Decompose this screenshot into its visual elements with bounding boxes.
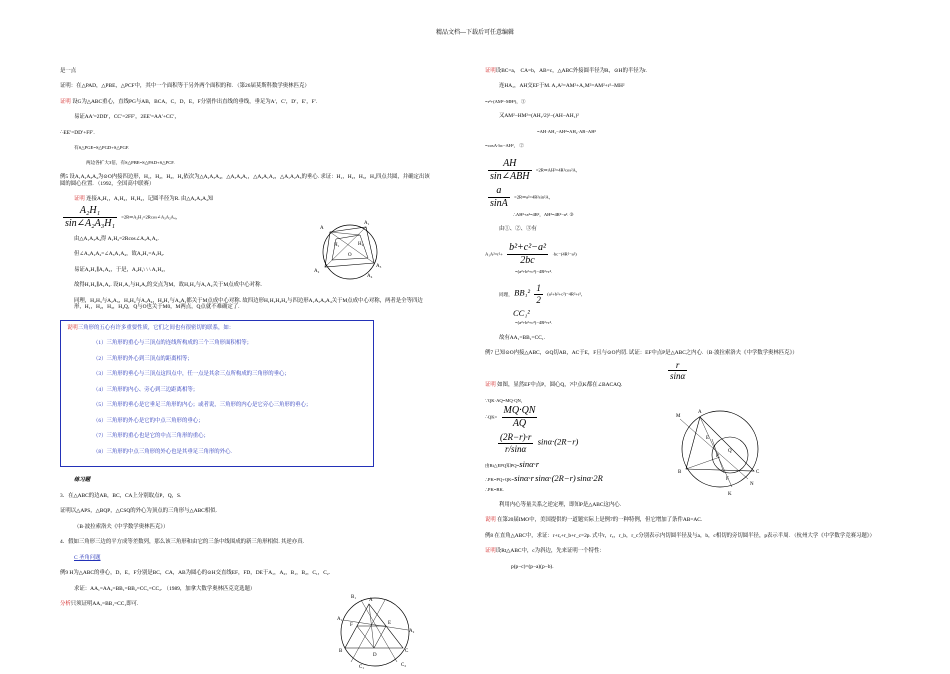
example-7: 例7 已知⊙O内接△ABC，⊙Q切AB，AC于E，F且与⊙O内切. 试证：EF中点P是△ABC之内心.（B·波拉索洛夫《中学数学奥林匹克》） bbox=[485, 350, 798, 357]
fraction bbox=[507, 242, 548, 267]
text-span: (a²+b²+c²)−4R²+r²， bbox=[547, 291, 586, 297]
text-span: =2R⇒a²=4R²sin²A， bbox=[514, 194, 554, 200]
point-label: H₂ bbox=[358, 242, 364, 247]
point-label: O bbox=[348, 253, 352, 258]
figure-orthocenter-circle bbox=[333, 590, 418, 672]
text-span: 连接A₂H₁，A₁H₂，H₁H₂，记圆半径为R. 由△A₂A₃A₄知 bbox=[86, 196, 214, 203]
math-term: sinα·2R bbox=[576, 473, 603, 484]
note-item: （7）三角形的重心也是它的中点三角形的重心； bbox=[93, 433, 209, 440]
note-item: （3）三角形的垂心与三顶点这四点中，任一点是其余三点所构成的三角形的垂心； bbox=[93, 371, 290, 378]
point-label: A bbox=[320, 226, 324, 231]
text-line: 是一点 bbox=[60, 68, 77, 74]
point-label: F bbox=[726, 477, 729, 482]
formula-bb1 bbox=[485, 283, 885, 306]
proof-label: 证明 bbox=[60, 98, 71, 105]
text-line: 故有AA₁=BB₁=CC₁. bbox=[499, 334, 546, 341]
point-label: A₂ bbox=[409, 629, 415, 634]
exercise-heading: 练习题 bbox=[74, 477, 91, 484]
fraction bbox=[498, 432, 533, 455]
text-span: A₁A²=r²+ bbox=[485, 251, 503, 257]
point-label: C bbox=[405, 649, 409, 654]
text-span: 三角形的五心有许多重要性质，它们之间也有很密切的联系，如： bbox=[77, 324, 235, 331]
text-line: =r²+(AM²−MH²)，① bbox=[485, 98, 526, 104]
point-label: B bbox=[339, 649, 343, 654]
fraction-num: 1 bbox=[536, 283, 541, 294]
proof-label: 证明 bbox=[485, 382, 496, 389]
fraction-num: a bbox=[488, 185, 510, 198]
note-item: （1）三角形的重心与三顶点的连线所构成的三个三角形面积相等； bbox=[93, 340, 253, 347]
text-line: 易证AA′=2DD′，CC′=2FF′，2EE′=AA′+CC′， bbox=[74, 114, 180, 121]
example-9: 例9 H为△ABC的垂心，D，E，F分别是BC，CA，AB为圆心的⊙H交直线EF，FD，DE于A₁，A₂，B₁，B₂，C₁，C₂. bbox=[60, 570, 331, 577]
text-line: 4．假如三角形三边的平方成等差数列，那么该三角形和由它的三条中线围成的新三角形相似. 其逆亦真. bbox=[60, 539, 304, 546]
point-label: A bbox=[369, 598, 373, 603]
text-line: 利用内心等量关系之逆定理，即知P是△ABC这内心. bbox=[499, 501, 621, 508]
figure-cyclic-quadrilateral bbox=[312, 215, 387, 285]
math-term: BB₁² bbox=[514, 287, 531, 298]
formula-r-sin bbox=[485, 360, 885, 383]
fraction-den: sin∠A₂A₃H₁ bbox=[65, 217, 115, 229]
figure-svg bbox=[672, 405, 767, 497]
text-line bbox=[485, 548, 885, 554]
math-term: sinα·(2R−r) bbox=[537, 436, 579, 447]
text-span: 如图，显然EF中点P，圆心Q，?中点K都在∠BACAQ. bbox=[497, 382, 623, 389]
circumcircle bbox=[682, 411, 758, 487]
medial-triangle bbox=[357, 626, 386, 648]
point-label: A₁ bbox=[364, 221, 370, 226]
fraction bbox=[668, 360, 687, 383]
fraction-den: sinA bbox=[490, 197, 508, 209]
text-line: ∵QK·AQ=MQ·QN， bbox=[485, 397, 526, 403]
proof-label: 证明 bbox=[485, 548, 496, 555]
point-label: C₂ bbox=[401, 663, 407, 668]
text-line bbox=[60, 196, 430, 202]
text-line: ∴AH²+a²=4R²，AH²=4R²−a². ③ bbox=[513, 211, 574, 217]
fraction bbox=[534, 283, 543, 306]
segment bbox=[330, 232, 360, 235]
text-line bbox=[485, 517, 885, 523]
point-label: H₁ bbox=[334, 243, 340, 248]
text-line bbox=[60, 99, 430, 105]
note-intro bbox=[67, 325, 367, 331]
line-fd bbox=[351, 600, 385, 662]
point-label: E bbox=[388, 621, 392, 626]
point-label: C₁ bbox=[359, 665, 365, 670]
analysis-label: 分析 bbox=[60, 601, 71, 608]
text-span: ∴PK=PQ+QK= bbox=[485, 477, 515, 483]
text-span: 设G为△ABC重心，直线PG与AB，BCA，C，D，E，F分别作出直线的垂线，垂足为A′，C′，D′，E′，F′. bbox=[72, 98, 318, 105]
text-line: 证明：在△PAD，△PBE，△PCF中，其中一个面积等于另外两个面积的和. （第26届莫斯科数学奥林匹克） bbox=[60, 83, 310, 90]
text-span: 由Rt△EPQ知PQ= bbox=[485, 462, 520, 468]
text-line: ∴EE′=DD′+FF′. bbox=[60, 129, 95, 136]
text-line: p(p−c)=(p−a)(p−b). bbox=[511, 563, 554, 570]
note-item: （6）三角形的外心是它的中点三角形的垂心； bbox=[93, 417, 204, 424]
point-label: N bbox=[750, 482, 754, 487]
fraction bbox=[63, 205, 117, 230]
fraction-den: sin∠ABH bbox=[490, 170, 530, 182]
note-box bbox=[60, 320, 374, 467]
fraction-num: MQ·QN bbox=[503, 405, 536, 417]
point-label: P bbox=[716, 454, 719, 459]
example-5: 例5 设A₁A₂A₃A₄为⊙O内接四边形，H₁，H₂，H₃，H₄依次为△A₂A₃A₄，△A₃A₄A₁，△A₄A₁A₂，△A₁A₂A₃的垂心. 求证：H₁，H₂，H₃，H₄四点共圆，并确定出该圆的圆心位置. （1992，全国高中联赛） bbox=[60, 174, 430, 187]
point-label: Q bbox=[728, 449, 732, 454]
text-line: 易证A₂H₁∥A₁A₂，于是，A₂H₁\ \ \ A₁H₂， bbox=[74, 266, 169, 273]
line-de bbox=[361, 600, 397, 662]
right-column bbox=[485, 68, 885, 579]
point-label: B₁ bbox=[351, 595, 357, 600]
text-line: 由①、②、③有 bbox=[499, 226, 537, 233]
point-label: D bbox=[373, 653, 377, 658]
left-column bbox=[60, 68, 430, 617]
triangle-abc bbox=[686, 417, 754, 471]
text-line: 连HA₁，AH交EF于M. A₁A²=AM²+A₁M²=AM²+r²−MH² bbox=[499, 83, 625, 90]
text-line: =AH·AH₁−AH²=AH₂·AB−AH² bbox=[537, 128, 596, 134]
text-line bbox=[485, 68, 885, 74]
fraction bbox=[488, 158, 532, 183]
figure-tangent-circle bbox=[672, 405, 767, 497]
fraction-den: 2 bbox=[536, 295, 541, 306]
fraction-den: AQ bbox=[512, 418, 527, 430]
segment bbox=[686, 457, 720, 469]
fraction-num: A₂H₁ bbox=[63, 205, 117, 218]
text-span: 在第20届IMO中，美国提供的一道题实际上是例7的一种特例，但它增加了条件AB=AC. bbox=[497, 517, 703, 524]
quadrilateral bbox=[325, 227, 374, 267]
text-line: 有S△PGE=S△PGD+S△PGF. bbox=[74, 145, 130, 151]
circumcircle bbox=[323, 225, 377, 279]
text-span: 同理， bbox=[499, 291, 513, 297]
fraction-num: (2R−r)·r bbox=[500, 432, 532, 443]
text-span: =2R⇒AH²=4R²cos²A， bbox=[535, 167, 581, 173]
text-line: 故得H₁H₂∥A₁A₂. 设H₁A₁与H₂A₂的交点为M，故H₁H₂与A₁A₂关于M点成中心对称. bbox=[74, 282, 262, 289]
text-span: 设Rt△ABC中，c为斜边，先来证明一个特性： bbox=[495, 548, 605, 555]
point-label: A bbox=[698, 410, 702, 415]
point-label: K bbox=[728, 492, 732, 497]
text-line: =cosA·bc−AH²， ② bbox=[485, 143, 524, 149]
text-span: ·bc−(4R²−a²) bbox=[552, 251, 577, 257]
point-label: E bbox=[706, 436, 710, 441]
proof-label: 证明 bbox=[485, 68, 496, 74]
text-line: =(a²+b²+c²)−4R²+r². bbox=[515, 320, 553, 326]
fraction-num: b²+c²−a² bbox=[509, 241, 546, 253]
formula-a bbox=[485, 185, 885, 210]
text-line: ∴PK=BK. bbox=[485, 487, 504, 493]
note-item: （4）三角形的内心、旁心到三边距离相等； bbox=[93, 386, 199, 393]
point-label: M bbox=[676, 414, 681, 419]
text-span: 只须证明AA₁=BB₁=CC₁即可. bbox=[70, 601, 139, 608]
point-label: A₃ bbox=[376, 264, 382, 269]
text-line: 同理，H₂H₃与A₂A₃，H₃H₄与A₃A₄，H₄H₁与A₄A₁都关于M点成中心对称. 故四边形H₁H₂H₃H₄与四边形A₁A₂A₃A₄关于M点成中心对称，两者是全等四边形，H₁，H₂，H₃，H₄Q，Q与O也关于M0，M两点，Q点就不难确定了. bbox=[74, 297, 423, 311]
math-term: CC₁² bbox=[513, 308, 530, 319]
fraction bbox=[488, 185, 510, 210]
text-line: 证明以△APS，△BQP，△CSQ的外心为顶点的三角形与△ABC相似. bbox=[60, 508, 217, 515]
formula-ah bbox=[485, 158, 885, 183]
fraction bbox=[502, 405, 538, 430]
fraction-den: sinα bbox=[670, 371, 686, 382]
figure-svg bbox=[333, 590, 418, 672]
point-label: A₄ bbox=[367, 274, 373, 279]
figure-svg bbox=[312, 215, 387, 285]
math-term: sinα·r bbox=[519, 458, 540, 469]
page-header: 精品文档---下载后可任意编辑 bbox=[436, 30, 514, 36]
section-link[interactable]: C 圣角问题 bbox=[74, 554, 101, 561]
math-term: sinα·r bbox=[514, 473, 534, 484]
text-line: 两边各扩大3倍，有S△PBE=S△PAD+S△PCF. bbox=[86, 159, 175, 165]
text-span: 设BC=a， CA=b，AB=c，△ABC外接圆半径为R，⊙H的半径为r. bbox=[495, 68, 647, 74]
text-line: 但∠A₃A₂A₄=∠A₃A₁A₄，故A₂H₁=A₁H₂. bbox=[74, 251, 165, 258]
math-term: sinα·(2R−r) bbox=[535, 473, 576, 484]
formula-law-cos bbox=[485, 242, 885, 267]
text-line bbox=[485, 382, 885, 388]
text-line: 3．在△ABC的边AB，BC，CA上分别取点P，Q，S. bbox=[60, 492, 182, 499]
example-8: 例8 在直角△ABC中，求证：r+rₐ+r_b+r_c=2p. 式中r，rₐ，r_b，r_c分别表示内切圆半径及与a，b，c相切的旁切圆半径，p表示半周. （杭州大学《中学数学竞赛习题》） bbox=[485, 532, 875, 539]
point-label: A₂ bbox=[314, 269, 320, 274]
point-label: B bbox=[678, 470, 682, 475]
note-label: 说明 bbox=[485, 517, 496, 524]
text-line: =(a²+b²+c²)−4R²+r². bbox=[515, 268, 553, 274]
proof-label: 证明 bbox=[74, 196, 85, 203]
fraction-den: 2bc bbox=[520, 254, 535, 266]
text-line: 由△A₁A₃A₄得 A₁H₂=2Rcos∠A₃A₁A₄. bbox=[74, 235, 159, 242]
point-label: C bbox=[756, 470, 760, 475]
fraction-den: r/sinα bbox=[505, 444, 527, 455]
note-item: （5）三角形的垂心是它垂足三角形的内心；或者说，三角形的内心是它旁心三角形的垂心； bbox=[93, 402, 312, 409]
point-label: A₁ bbox=[337, 617, 343, 622]
fraction-num: AH bbox=[488, 158, 532, 171]
text-span: =2R⇒A₂H₁=2Rcos∠A₃A₂A₄， bbox=[121, 214, 181, 220]
note-item: （2）三角形的外心到三顶点的距离相等； bbox=[93, 355, 193, 362]
text-line: 又AM²−HM²=(AH₁/2)²−(AH−AH₁)² bbox=[499, 113, 579, 120]
point-label: F bbox=[350, 623, 353, 628]
note-item: （8）三角形的中点三角形的外心也是其垂足三角形的外心. bbox=[93, 448, 232, 455]
text-line: 求证：AA₁=AA₂=BB₁=BB₂=CC₁=CC₂. （1989，加拿大数学奥林匹克竞选题） bbox=[74, 585, 256, 592]
note-label: 说明 bbox=[67, 324, 78, 331]
text-span: ∴QK= bbox=[485, 415, 498, 420]
text-line: （B·波拉索洛夫《中学数学奥林匹克》） bbox=[74, 523, 169, 530]
fraction-num: r bbox=[668, 360, 687, 372]
